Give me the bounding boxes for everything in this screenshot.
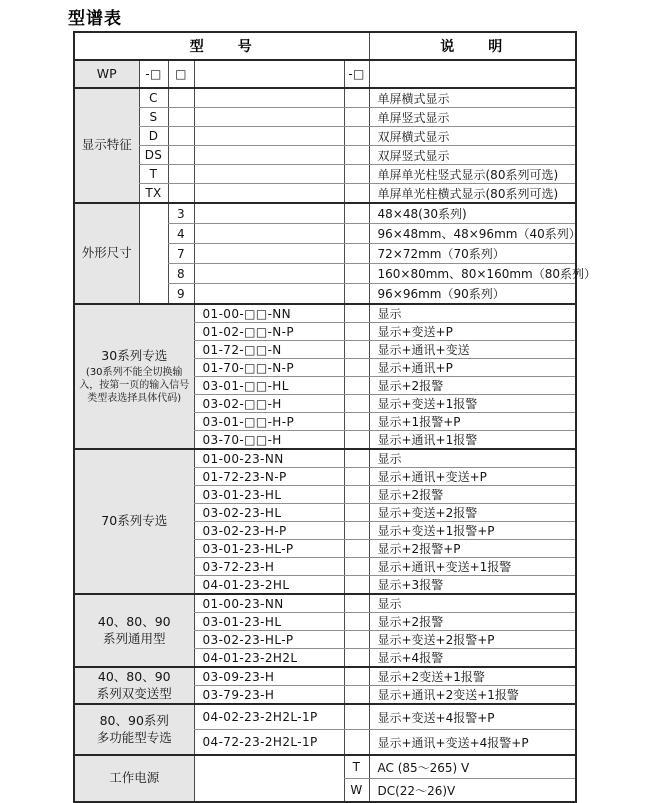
empty-cell <box>344 359 369 377</box>
empty-cell <box>168 127 194 146</box>
model-code: 01-00-23-NN <box>194 449 344 468</box>
empty-cell <box>344 486 369 504</box>
table-row <box>74 127 576 146</box>
option-description: 显示+1报警+P <box>369 413 576 431</box>
model-code: 04-01-23-2H2L <box>194 649 344 668</box>
table-row <box>74 667 576 686</box>
option-code: 9 <box>168 284 194 305</box>
option-description: AC (85～265) V <box>369 755 576 779</box>
option-code: T <box>139 165 168 184</box>
option-description: 显示+通讯+P <box>369 359 576 377</box>
option-description: 显示+2报警 <box>369 486 576 504</box>
empty-cell <box>194 755 344 802</box>
category-series30 <box>74 304 194 449</box>
option-code: 8 <box>168 264 194 284</box>
option-description: 96×96mm（90系列） <box>369 284 576 305</box>
model-code: 01-00-□□-NN <box>194 304 344 323</box>
table-row <box>74 184 576 204</box>
empty-cell <box>194 127 344 146</box>
model-code: 03-01-□□-H-P <box>194 413 344 431</box>
option-description: 显示 <box>369 304 576 323</box>
model-code: 01-72-□□-N <box>194 341 344 359</box>
model-code: 03-02-23-HL <box>194 504 344 522</box>
option-description: 显示 <box>369 594 576 613</box>
option-description: 显示+通讯+变送 <box>369 341 576 359</box>
option-description: 96×48mm、48×96mm（40系列） <box>369 224 576 244</box>
model-code: 01-02-□□-N-P <box>194 323 344 341</box>
empty-cell <box>344 395 369 413</box>
model-code: 04-72-23-2H2L-1P <box>194 730 344 756</box>
option-description: 显示+通讯+1报警 <box>369 431 576 450</box>
option-description: 双屏横式显示 <box>369 127 576 146</box>
empty-cell <box>194 244 344 264</box>
category-label: 30系列专选 <box>101 347 168 363</box>
option-description: DC(22～26)V <box>369 779 576 803</box>
option-description: 显示 <box>369 449 576 468</box>
empty-cell <box>194 88 344 108</box>
option-code: 4 <box>168 224 194 244</box>
model-code: 03-79-23-H <box>194 686 344 705</box>
table-row <box>74 108 576 127</box>
empty-cell <box>344 146 369 165</box>
option-description: 单屏单光柱横式显示(80系列可选) <box>369 184 576 204</box>
empty-cell <box>344 284 369 305</box>
option-code: C <box>139 88 168 108</box>
model-code: 04-01-23-2HL <box>194 576 344 595</box>
empty-cell <box>344 184 369 204</box>
empty-cell <box>194 284 344 305</box>
option-code: W <box>344 779 369 803</box>
table-row <box>74 146 576 165</box>
option-description: 显示+通讯+变送+P <box>369 468 576 486</box>
table-row <box>74 304 576 323</box>
empty-cell <box>194 224 344 244</box>
option-description: 单屏竖式显示 <box>369 108 576 127</box>
model-code: 03-02-□□-H <box>194 395 344 413</box>
empty-cell <box>344 540 369 558</box>
empty-cell <box>344 203 369 224</box>
column-header-model: 型 号 <box>74 32 369 60</box>
empty-cell <box>194 264 344 284</box>
option-code: TX <box>139 184 168 204</box>
empty-cell <box>344 558 369 576</box>
empty-cell <box>344 304 369 323</box>
model-prefix-row <box>74 60 576 88</box>
empty-cell <box>344 127 369 146</box>
empty-cell <box>344 576 369 595</box>
category-label: 多功能型专选 <box>96 729 172 745</box>
empty-cell <box>194 184 344 204</box>
option-description: 显示+变送+2报警 <box>369 504 576 522</box>
empty-cell <box>194 108 344 127</box>
model-code: 01-70-□□-N-P <box>194 359 344 377</box>
option-description: 显示+3报警 <box>369 576 576 595</box>
table-row <box>74 755 576 779</box>
option-description: 显示+2报警 <box>369 377 576 395</box>
empty-cell <box>344 108 369 127</box>
option-code: D <box>139 127 168 146</box>
option-description: 显示+变送+1报警+P <box>369 522 576 540</box>
table-row <box>74 203 576 224</box>
option-description: 显示+变送+P <box>369 323 576 341</box>
model-code: 03-02-23-HL-P <box>194 631 344 649</box>
model-code: 01-00-23-NN <box>194 594 344 613</box>
empty-cell <box>344 504 369 522</box>
empty-cell <box>344 165 369 184</box>
empty-cell <box>369 60 576 88</box>
empty-cell <box>344 631 369 649</box>
empty-cell <box>344 341 369 359</box>
model-code: 03-01-23-HL <box>194 613 344 631</box>
empty-cell <box>168 108 194 127</box>
category-dual-transmit <box>74 667 194 704</box>
model-code: 03-09-23-H <box>194 667 344 686</box>
model-code: 03-70-□□-H <box>194 431 344 450</box>
model-code: 03-72-23-H <box>194 558 344 576</box>
empty-cell <box>344 377 369 395</box>
table-row <box>74 594 576 613</box>
empty-cell <box>344 323 369 341</box>
category-general <box>74 594 194 667</box>
option-description: 单屏单光柱竖式显示(80系列可选) <box>369 165 576 184</box>
model-code: 03-01-□□-HL <box>194 377 344 395</box>
model-code: 04-02-23-2H2L-1P <box>194 704 344 730</box>
category-note: (30系列不能全切换输入，按第一页的输入信号类型表选择具体代码) <box>79 367 190 405</box>
option-description: 72×72mm（70系列） <box>369 244 576 264</box>
category-multifunction <box>74 704 194 755</box>
empty-cell <box>344 522 369 540</box>
option-description: 显示+通讯+变送+1报警 <box>369 558 576 576</box>
empty-cell <box>344 88 369 108</box>
table-row <box>74 449 576 468</box>
table-row <box>74 165 576 184</box>
table-row <box>74 704 576 730</box>
column-header-description: 说 明 <box>369 32 576 60</box>
model-code: 03-01-23-HL <box>194 486 344 504</box>
option-code: 3 <box>168 203 194 224</box>
empty-cell <box>168 165 194 184</box>
empty-cell <box>344 264 369 284</box>
category-label: 系列通用型 <box>102 630 166 646</box>
option-description: 显示+变送+2报警+P <box>369 631 576 649</box>
table-header-row <box>74 32 576 60</box>
empty-cell <box>168 146 194 165</box>
category-series70: 70系列专选 <box>74 449 194 594</box>
option-description: 显示+2报警 <box>369 613 576 631</box>
model-code: 03-02-23-H-P <box>194 522 344 540</box>
category-dimensions: 外形尺寸 <box>74 203 139 304</box>
option-code: S <box>139 108 168 127</box>
empty-cell <box>168 184 194 204</box>
category-label: 40、80、90 <box>97 668 171 684</box>
empty-cell <box>344 704 369 730</box>
empty-cell <box>344 413 369 431</box>
table-row <box>74 88 576 108</box>
empty-cell <box>194 165 344 184</box>
option-description: 显示+4报警 <box>369 649 576 668</box>
option-code: T <box>344 755 369 779</box>
model-slot3-cell: -□ <box>344 60 369 88</box>
empty-cell <box>344 613 369 631</box>
option-code: 7 <box>168 244 194 264</box>
option-code: DS <box>139 146 168 165</box>
model-slot2-cell: □ <box>168 60 194 88</box>
option-description: 48×48(30系列) <box>369 203 576 224</box>
option-description: 显示+2报警+P <box>369 540 576 558</box>
empty-cell <box>344 224 369 244</box>
option-description: 显示+通讯+2变送+1报警 <box>369 686 576 705</box>
model-code: 03-01-23-HL-P <box>194 540 344 558</box>
option-description: 单屏横式显示 <box>369 88 576 108</box>
option-description: 显示+通讯+变送+4报警+P <box>369 730 576 756</box>
empty-cell <box>168 88 194 108</box>
empty-cell <box>344 667 369 686</box>
category-display-feature: 显示特征 <box>74 88 139 203</box>
empty-cell <box>344 468 369 486</box>
empty-cell <box>139 203 168 304</box>
empty-cell <box>344 730 369 756</box>
option-description: 显示+2变送+1报警 <box>369 667 576 686</box>
empty-cell <box>344 686 369 705</box>
category-power-supply: 工作电源 <box>74 755 194 802</box>
empty-cell <box>344 594 369 613</box>
option-description: 双屏竖式显示 <box>369 146 576 165</box>
option-description: 160×80mm、80×160mm（80系列） <box>369 264 576 284</box>
category-label: 40、80、90 <box>97 613 171 629</box>
option-description: 显示+变送+1报警 <box>369 395 576 413</box>
model-code: 01-72-23-N-P <box>194 468 344 486</box>
empty-cell <box>194 146 344 165</box>
model-spectrum-table <box>73 31 596 803</box>
empty-cell <box>344 431 369 450</box>
category-label: 系列双变送型 <box>96 685 172 701</box>
empty-cell <box>194 60 344 88</box>
empty-cell <box>344 649 369 668</box>
model-prefix-cell: WP <box>74 60 139 88</box>
empty-cell <box>344 244 369 264</box>
empty-cell <box>344 449 369 468</box>
category-label: 80、90系列 <box>99 712 169 728</box>
page-title: 型谱表 <box>68 9 122 29</box>
option-description: 显示+变送+4报警+P <box>369 704 576 730</box>
model-slot1-cell: -□ <box>139 60 168 88</box>
empty-cell <box>194 203 344 224</box>
